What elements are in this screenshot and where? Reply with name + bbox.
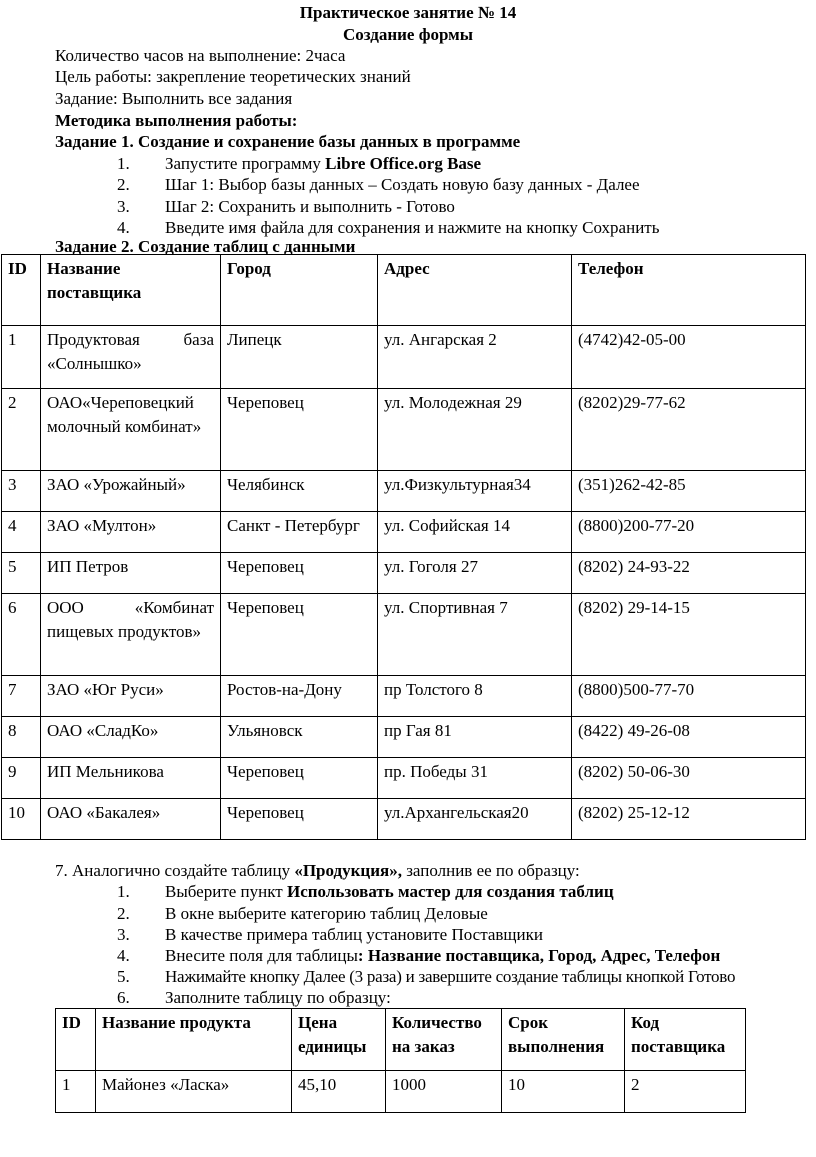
step-number: 1. [117, 154, 130, 173]
table-cell: (8800)500-77-70 [572, 676, 806, 717]
step-text: В качестве примера таблиц установите Поставщики [165, 925, 543, 944]
table-cell: (8422) 49-26-08 [572, 717, 806, 758]
table-cell: (8202) 25-12-12 [572, 799, 806, 840]
table-cell: ООО «Комбинат пищевых продуктов» [41, 594, 221, 676]
table-header-row [56, 1009, 746, 1071]
table-cell: Продуктовая база «Солнышко» [41, 326, 221, 389]
table-cell: Череповец [221, 553, 378, 594]
table-cell: Санкт - Петербург [221, 512, 378, 553]
table-cell: Череповец [221, 758, 378, 799]
step-number: 5. [117, 967, 130, 986]
table-cell: 2 [625, 1071, 746, 1113]
table-cell: (4742)42-05-00 [572, 326, 806, 389]
table-cell: 1 [56, 1071, 96, 1113]
header-cell: Количество на заказ [386, 1009, 502, 1071]
table-cell: ул. Ангарская 2 [378, 326, 572, 389]
step7-line: 7. Аналогично создайте таблицу «Продукция», заполнив ее по образцу: [55, 861, 580, 880]
header-cell: Срок выполнения [502, 1009, 625, 1071]
suppliers-table [1, 254, 806, 840]
task1-heading: Задание 1. Создание и сохранение базы данных в программе [55, 132, 521, 151]
header-cell: ID [56, 1009, 96, 1071]
header-cell: Адрес [378, 255, 572, 326]
task-line: Задание: Выполнить все задания [55, 89, 293, 108]
table-cell: 6 [2, 594, 41, 676]
table-cell: 4 [2, 512, 41, 553]
step-text: Заполните таблицу по образцу: [165, 988, 391, 1007]
step-text: Шаг 2: Сохранить и выполнить - Готово [165, 197, 455, 216]
table-row [2, 594, 806, 676]
hours-line: Количество часов на выполнение: 2часа [55, 46, 346, 65]
table-cell: (351)262-42-85 [572, 471, 806, 512]
table-cell: Майонез «Ласка» [96, 1071, 292, 1113]
table-cell: ул.Архангельская20 [378, 799, 572, 840]
table-cell: 7 [2, 676, 41, 717]
method-heading: Методика выполнения работы: [55, 111, 298, 130]
table-cell: 10 [2, 799, 41, 840]
goal-text: : закрепление теоретических знаний [147, 67, 411, 86]
table-cell: ЗАО «Юг Руси» [41, 676, 221, 717]
table-cell: ИП Мельникова [41, 758, 221, 799]
table-row [2, 799, 806, 840]
header-cell: Телефон [572, 255, 806, 326]
table-cell: 1000 [386, 1071, 502, 1113]
table-cell: Липецк [221, 326, 378, 389]
step-number: 6. [117, 988, 130, 1007]
table-row [2, 717, 806, 758]
step-text: Выберите пункт Использовать мастер для создания таблиц [165, 882, 614, 901]
table-cell: ул. Молодежная 29 [378, 389, 572, 471]
table-cell: (8202) 29-14-15 [572, 594, 806, 676]
header-cell: Название поставщика [41, 255, 221, 326]
table-row [2, 676, 806, 717]
table-cell: ул.Физкультурная34 [378, 471, 572, 512]
table-cell: ОАО «Бакалея» [41, 799, 221, 840]
page-title: Практическое занятие № 14 [299, 3, 517, 22]
step-number: 4. [117, 946, 130, 965]
table-cell: Ростов-на-Дону [221, 676, 378, 717]
table-cell: (8800)200-77-20 [572, 512, 806, 553]
table-cell: 1 [2, 326, 41, 389]
step-number: 2. [117, 175, 130, 194]
header-cell: Город [221, 255, 378, 326]
goal-label: Цель работы [55, 67, 148, 86]
step-number: 3. [117, 197, 130, 216]
table-row [2, 553, 806, 594]
table-cell: 45,10 [292, 1071, 386, 1113]
table-row [2, 389, 806, 471]
table-cell: 10 [502, 1071, 625, 1113]
header-cell: Цена единицы [292, 1009, 386, 1071]
table-cell: 2 [2, 389, 41, 471]
table-cell: ОАО«Череповецкий молочный комбинат» [41, 389, 221, 471]
table-row [56, 1071, 746, 1113]
table-cell: пр Гая 81 [378, 717, 572, 758]
page-subtitle: Создание формы [342, 25, 474, 44]
header-cell: Название продукта [96, 1009, 292, 1071]
table-cell: ЗАО «Урожайный» [41, 471, 221, 512]
table-cell: Череповец [221, 799, 378, 840]
step-number: 3. [117, 925, 130, 944]
table-cell: ИП Петров [41, 553, 221, 594]
step-text: В окне выберите категорию таблиц Деловые [165, 904, 488, 923]
step-text: Введите имя файла для сохранения и нажмите на кнопку Сохранить [165, 218, 660, 237]
step-number: 4. [117, 218, 130, 237]
table-cell: Челябинск [221, 471, 378, 512]
table-cell: ул. Софийская 14 [378, 512, 572, 553]
table-row [2, 758, 806, 799]
table-cell: Череповец [221, 389, 378, 471]
table-cell: 5 [2, 553, 41, 594]
table-cell: пр. Победы 31 [378, 758, 572, 799]
step-text: Запустите программу Libre Office.org Base [165, 154, 482, 173]
table-header-row [2, 255, 806, 326]
step-text: Внесите поля для таблицы: Название поставщика, Город, Адрес, Телефон [165, 946, 721, 965]
step-number: 1. [117, 882, 130, 901]
header-cell: Код поставщика [625, 1009, 746, 1071]
table-cell: ул. Гоголя 27 [378, 553, 572, 594]
table-row [2, 326, 806, 389]
step-number: 2. [117, 904, 130, 923]
step-text: Шаг 1: Выбор базы данных – Создать новую базу данных - Далее [165, 175, 640, 194]
table-cell: 8 [2, 717, 41, 758]
table-row [2, 471, 806, 512]
header-cell: ID [2, 255, 41, 326]
task2-heading: Задание 2. Создание таблиц с данными [55, 237, 356, 256]
table-cell: 9 [2, 758, 41, 799]
table-cell: ЗАО «Мултон» [41, 512, 221, 553]
table-cell: (8202) 50-06-30 [572, 758, 806, 799]
table-cell: ОАО «СладКо» [41, 717, 221, 758]
table-cell: (8202) 24-93-22 [572, 553, 806, 594]
goal-line [55, 66, 411, 88]
table-cell: 3 [2, 471, 41, 512]
table-cell: (8202)29-77-62 [572, 389, 806, 471]
step-text: Нажимайте кнопку Далее (3 раза) и завершите создание таблицы кнопкой Готово [165, 967, 736, 986]
table-cell: пр Толстого 8 [378, 676, 572, 717]
table-cell: Ульяновск [221, 717, 378, 758]
table-cell: Череповец [221, 594, 378, 676]
products-table [55, 1008, 746, 1113]
table-cell: ул. Спортивная 7 [378, 594, 572, 676]
table-row [2, 512, 806, 553]
